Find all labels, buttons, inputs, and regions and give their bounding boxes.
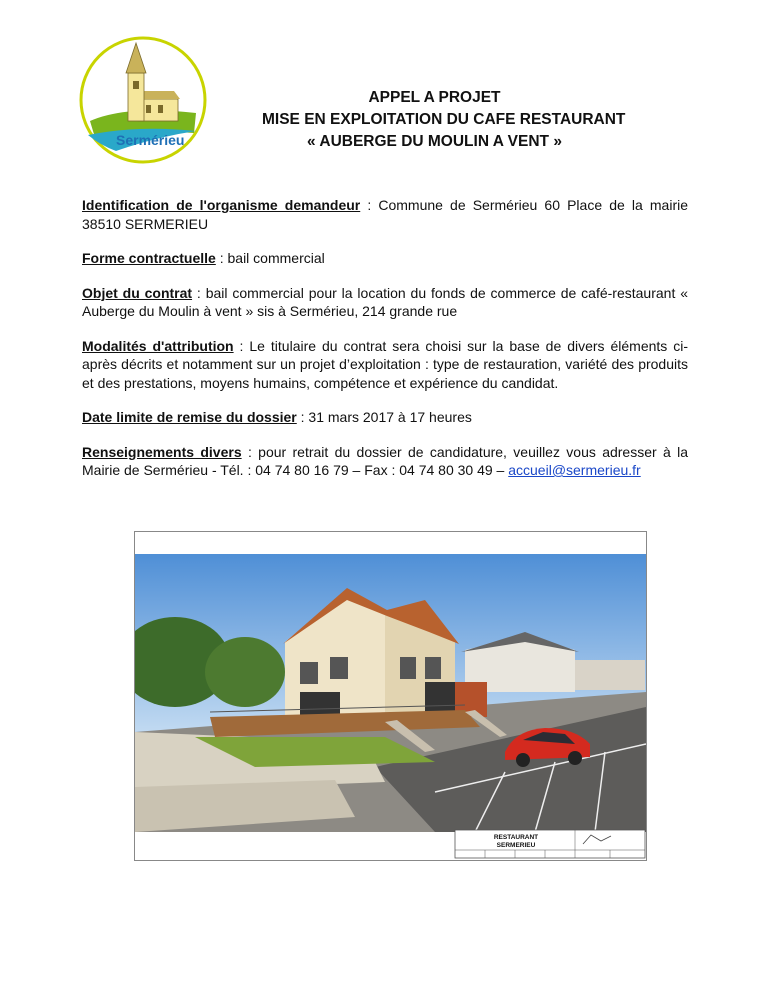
section-text: Commune de Sermérieu 60 Place de la mairie 38510 SERMERIEU (82, 197, 688, 232)
section-text: bail commercial (227, 250, 325, 266)
title-line-1: APPEL A PROJET (368, 89, 501, 106)
title-line-3: « AUBERGE DU MOULIN A VENT » (307, 133, 562, 150)
section-label: Date limite de remise du dossier (82, 409, 297, 425)
document-title (262, 87, 626, 153)
email-link[interactable]: accueil@sermerieu.fr (508, 462, 641, 478)
separator: : (233, 337, 250, 354)
section-identification (82, 196, 688, 233)
titleblock-line-1: RESTAURANT (493, 834, 539, 841)
section-text: 31 mars 2017 à 17 heures (308, 409, 472, 425)
section-label: Modalités d'attribution (82, 337, 234, 354)
section-renseignements (82, 443, 688, 480)
separator: : (215, 250, 228, 266)
section-label: Objet du contrat (82, 284, 193, 301)
separator: : (296, 409, 309, 425)
title-line-2: MISE EN EXPLOITATION DU CAFE RESTAURANT (262, 111, 626, 128)
commune-logo (76, 33, 211, 168)
section-text: bail commercial pour la location du fonds de commerce de café-restaurant « Auberge du Moulin à vent » sis à Sermérieu, 214 grande rue (82, 284, 688, 319)
section-label: Renseignements divers (82, 443, 242, 460)
document-body (82, 196, 688, 496)
section-modalites (82, 337, 688, 393)
section-label: Forme contractuelle (82, 250, 216, 266)
logo-text: Sermérieu (116, 132, 185, 148)
section-objet (82, 284, 688, 321)
separator: : (241, 443, 259, 460)
render-titleblock (476, 834, 556, 850)
section-text: Le titulaire du contrat sera choisi sur la base de divers éléments ci-après décrits et notamment sur un projet d’exploitation : type de restauration, variété des produits et des prestations, moyens humains, compétence et expérience du candidat. (82, 337, 689, 391)
separator: : (192, 284, 206, 301)
section-date (82, 408, 688, 427)
section-forme (82, 249, 688, 268)
restaurant-render-image (134, 531, 647, 861)
section-text: pour retrait du dossier de candidature, veuillez vous adresser à la Mairie de Sermérieu - Tél. : 04 74 80 16 79 – Fax : 04 74 80 30 49 – (82, 443, 689, 478)
separator: : (360, 197, 379, 213)
titleblock-line-2: SERMERIEU (496, 842, 536, 849)
section-label: Identification de l'organisme demandeur (82, 197, 361, 213)
